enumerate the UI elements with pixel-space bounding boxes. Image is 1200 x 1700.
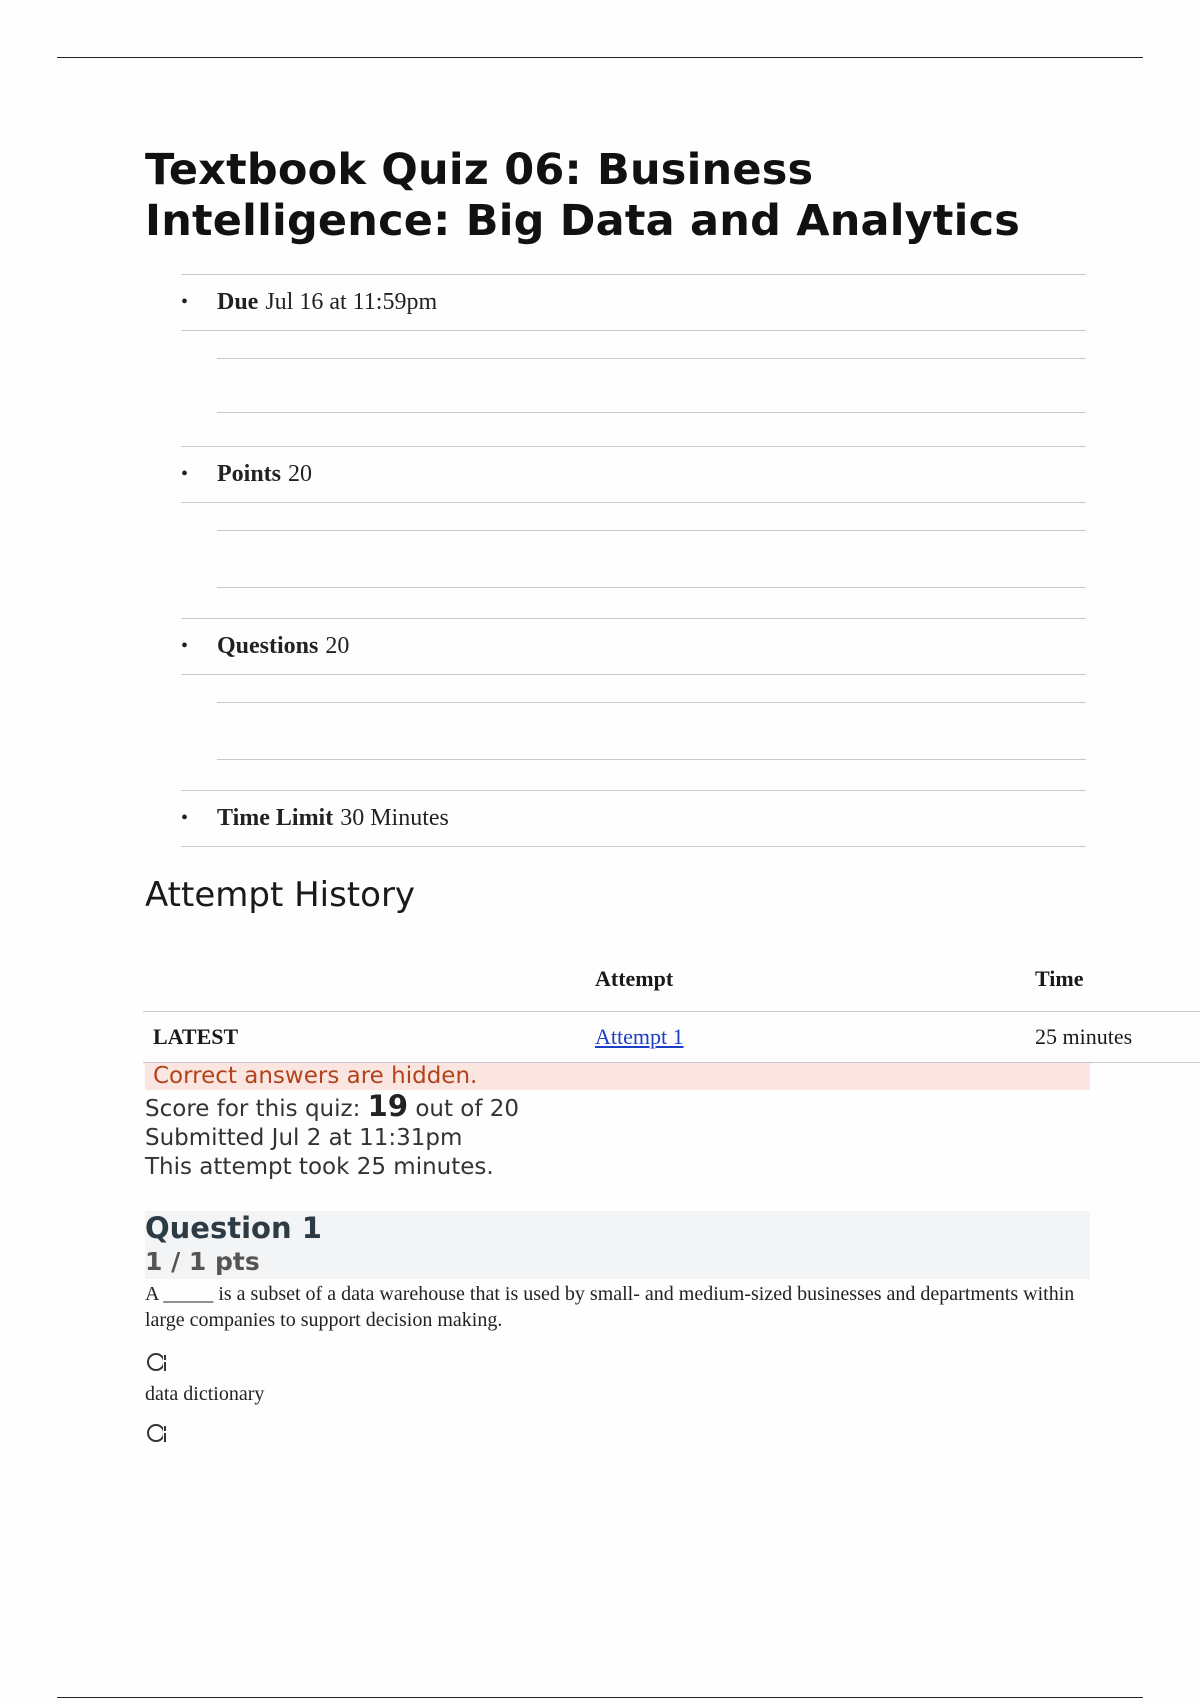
bottom-rule — [57, 1697, 1143, 1698]
bullet-icon: • — [181, 463, 189, 485]
attempt-history-heading: Attempt History — [145, 875, 416, 915]
column-header-attempt: Attempt — [595, 947, 1035, 1012]
detail-value: 30 Minutes — [340, 805, 449, 831]
question-points: 1 / 1 pts — [145, 1247, 260, 1276]
spacer — [181, 675, 1086, 790]
detail-label: Time Limit — [217, 805, 334, 831]
column-header-time: Time — [1035, 947, 1200, 1012]
attempt-link[interactable]: Attempt 1 — [595, 1024, 684, 1049]
detail-time-limit — [181, 790, 1086, 847]
page-title: Textbook Quiz 06: Business Intelligence: Big Data and Analytics — [145, 145, 1021, 246]
attempt-history-table — [143, 947, 1200, 1063]
detail-questions — [181, 618, 1086, 675]
attempt-duration: This attempt took 25 minutes. — [145, 1154, 494, 1180]
column-header — [143, 947, 595, 1012]
detail-label: Points — [217, 461, 282, 487]
table-row — [143, 1012, 1200, 1063]
quiz-content — [145, 145, 1133, 1446]
answers-hidden-banner: Correct answers are hidden. — [145, 1063, 1090, 1090]
detail-value: 20 — [288, 461, 313, 487]
detail-points — [181, 446, 1086, 503]
score-summary — [145, 1089, 1090, 1182]
quiz-details-list — [181, 274, 1086, 847]
answer-radio-1[interactable] — [145, 1349, 1090, 1375]
score-prefix: Score for this quiz: — [145, 1096, 368, 1122]
answer-radio-2[interactable] — [145, 1420, 1090, 1446]
question-header — [145, 1211, 1090, 1279]
detail-label: Questions — [217, 633, 319, 659]
bullet-icon: • — [181, 291, 189, 313]
spacer — [181, 331, 1086, 446]
score-line — [145, 1089, 1090, 1124]
detail-value: 20 — [325, 633, 350, 659]
table-header-row — [143, 947, 1200, 1012]
answer-label: data dictionary — [145, 1383, 265, 1405]
bullet-icon: • — [181, 807, 189, 829]
spacer — [181, 503, 1086, 618]
top-rule — [57, 57, 1143, 58]
question-name: Question 1 — [145, 1211, 322, 1245]
attempt-status: LATEST — [143, 1012, 595, 1063]
radio-icon — [145, 1420, 171, 1446]
question-text: A _____ is a subset of a data warehouse that is used by small- and medium-sized businesses and departments within large companies to support decision making. — [145, 1283, 1075, 1331]
bullet-icon: • — [181, 635, 189, 657]
radio-icon — [145, 1349, 171, 1375]
detail-label: Due — [217, 289, 259, 315]
score-suffix: out of 20 — [408, 1096, 520, 1122]
submitted-time: Submitted Jul 2 at 11:31pm — [145, 1125, 463, 1151]
attempt-time: 25 minutes — [1035, 1012, 1200, 1063]
score-value: 19 — [367, 1089, 409, 1123]
detail-value: Jul 16 at 11:59pm — [265, 289, 438, 315]
detail-due — [181, 274, 1086, 331]
